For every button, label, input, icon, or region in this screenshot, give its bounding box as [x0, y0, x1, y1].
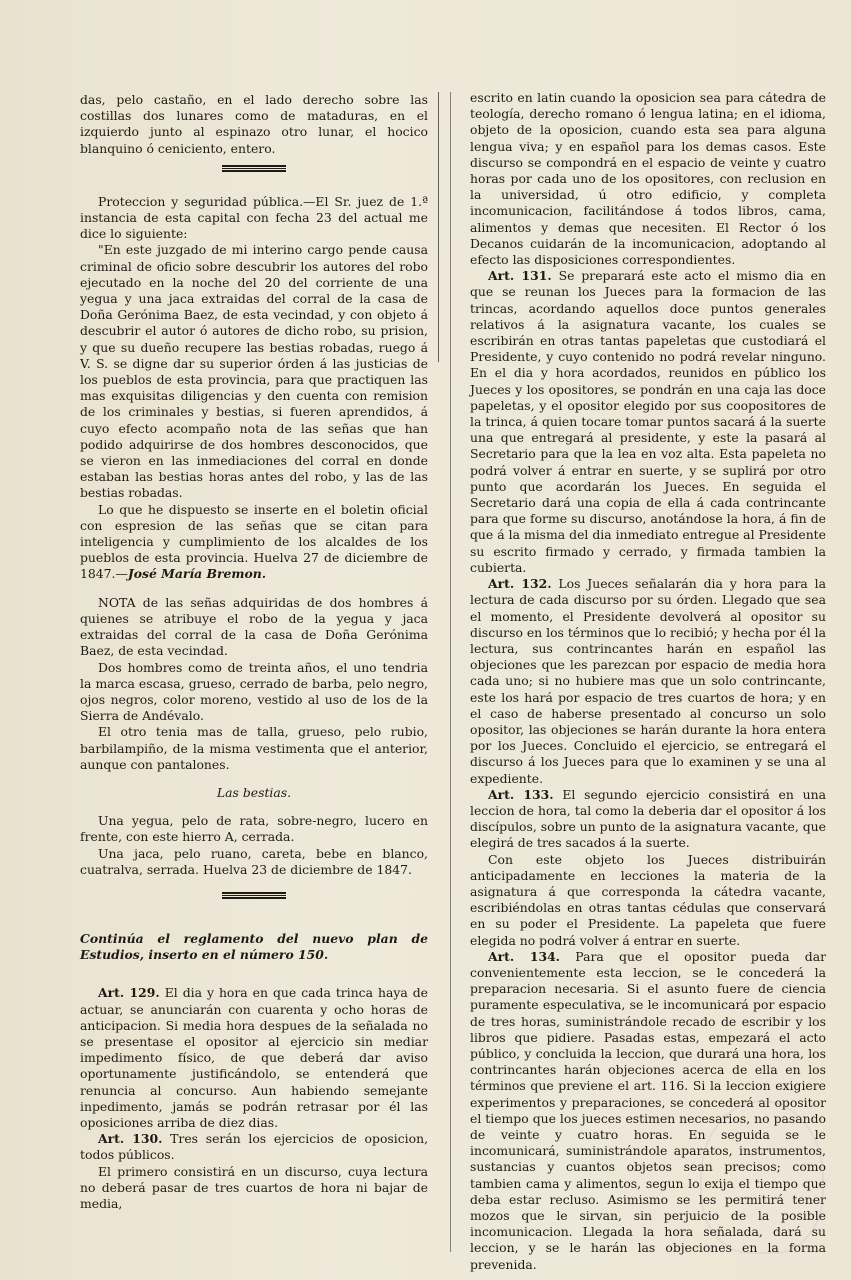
article-number: Art. 129.	[98, 985, 160, 1001]
jaca-paragraph: Una jaca, pelo ruano, careta, bebe en blanco, cuatralva, serrada. Huelva 23 de diciembre de 1847.	[80, 845, 428, 877]
bestias-heading: Las bestias.	[216, 784, 292, 800]
column-rule-center	[450, 92, 451, 1252]
article-text: Los Jueces señalarán dia y hora para la lectura de cada discurso por su órden. Llegado que sea el momento, el Presidente devolverá al opositor su discurso en los términos que lo recibió; y hecha por él la lectura, sus contrincantes harán en español las objeciones que les parezcan por espacio de media hora cada uno; si no hubiere mas que un solo contrincante, este los hará por espacio de tres cuartos de hora; y en el caso de haberse presentado al concurso un solo opositor, las objeciones se harán durante la hora entera por los Jueces. Concluido el ejercicio, se entregará el discurso á los Jueces para que lo examinen y se una al expediente.	[470, 576, 827, 786]
article-132	[470, 576, 826, 787]
section-lead-rest: —El Sr. juez de 1.ª instancia de esta capital con fecha 23 del actual me dice lo siguiente:	[80, 193, 428, 242]
article-text: El dia y hora en que cada trinca haya de actuar, se anunciarán con cuarenta y ocho horas de anticipacion. Si media hora despues de la señalada no se presentase el opositor al ejercicio sin mediar impedimento físico, de que deberá dar aviso oportunamente justificándolo, se entenderá que renuncia al concurso. Aun habiendo semejante inpedimento, jamás se podrán retrasar por él las oposiciones arriba de diez dias.	[80, 985, 428, 1130]
primero-paragraph: El primero consistirá en un discurso, cuya lectura no deberá pasar de tres cuartos de hora ni bajar de media,	[80, 1163, 428, 1211]
article-number: Art. 133.	[488, 786, 554, 802]
dispuesto-paragraph	[80, 502, 428, 583]
article-text: El segundo ejercicio consistirá en una leccion de hora, tal como la deberia dar el opositor á los discípulos, sobre un punto de la asignatura vacante, que elegirá de tres sacados á la suerte.	[470, 786, 827, 851]
article-number: Art. 132.	[488, 576, 552, 592]
article-133	[470, 787, 826, 852]
article-text: Se preparará este acto el mismo dia en que se reunan los Jueces para la formacion de las trincas, acordando aquellos doce puntos generales relativos á la asignatura vacante, los cuales se escribirán en otras tantas papeletas que custodiará el Presidente, y cuyo contenido no podrá revelar ninguno. En el dia y hora acordados, reunidos en público los Jueces y los opositores, se pondrán en una caja las doce papeletas, y el opositor elegido por sus coopositores de la trinca, á quien tocare tomar puntos sacará á la suerte una que entregará al presidente, y este la pasará al Secretario para que la lea en voz alta. Esta papeleta no podrá volver á entrar en suerte, y se suplirá por otro punto que acordarán los Jueces. En seguida el Secretario dará una copia de ella á cada contrincante para que forme su discurso, anotándose la hora, á fin de que á la misma del dia inmediato entregue al Presidente su escrito firmado y cerrado, y firmada tambien la cubierta.	[470, 268, 826, 575]
otro-paragraph: El otro tenia mas de talla, grueso, pelo rubio, barbilampiño, de la misma vestimenta que el anterior, aunque con pantalones.	[80, 724, 428, 772]
section-divider	[222, 165, 286, 172]
article-number: Art. 134.	[488, 948, 561, 964]
yegua-paragraph: Una yegua, pelo de rata, sobre-negro, lucero en frente, con este hierro A, cerrada.	[80, 813, 428, 845]
left-column	[80, 92, 428, 1212]
article-text: Tres serán los ejercicios de oposicion, todos públicos.	[80, 1131, 429, 1163]
hombres-paragraph: Dos hombres como de treinta años, el uno tendria la marca escasa, grueso, cerrado de barba, pelo negro, ojos negros, color moreno, vestido al uso de los de la Sierra de Andévalo.	[80, 659, 428, 724]
reglamento-heading: Continúa el reglamento del nuevo plan de Estudios, inserto en el número 150.	[80, 930, 428, 963]
article-number: Art. 131.	[488, 268, 552, 284]
library-watermark-seal	[700, 1100, 824, 1254]
nota-paragraph: NOTA de las señas adquiridas de dos hombres á quienes se atribuye el robo de la yegua y jaca extraidas del corral de la casa de Doña Gerónima Baez, de esta vecindad.	[80, 594, 428, 659]
dispuesto-text: Lo que he dispuesto se inserte en el boletin oficial con espresion de las señas que se citan para inteligencia y cumplimiento de los alcaldes de los pueblos de esta provincia. Huelva 27 de diciembre de 1847.—	[80, 501, 428, 582]
paragraph-continuation: das, pelo castaño, en el lado derecho sobre las costillas dos lunares como de mataduras, en el izquierdo junto al espinazo otro lunar, el hocico blanquino ó ceniciento, entero.	[80, 92, 428, 156]
paragraph-continuation: escrito en latin cuando la oposicion sea para cátedra de teología, derecho romano ó lengua latina; en el idioma, objeto de la oposicion, cuando esta sea para alguna lengua viva; y en español para los demas casos. Este discurso se compondrá en el espacio de veinte y cuatro horas por cada uno de los opositores, con reclusion en la universidad, ú otro edificio, y completa incomunicacion, facilitándose á todos libros, cama, alimentos y demas que necesiten. El Rector ó los Decanos cuidarán de la incomunicacion, adoptando al efecto las disposiciones correspondientes.	[470, 90, 826, 268]
right-column	[470, 90, 826, 1273]
section-divider	[222, 892, 286, 899]
juzgado-paragraph: "En este juzgado de mi interino cargo pende causa criminal de oficio sobre descubrir los autores del robo ejecutado en la noche del 20 del corriente de una yegua y una jaca extraidas del corral de la casa de Doña Gerónima Baez, de esta vecindad, y con objeto á descubrir el autor ó autores de dicho robo, su prision, y que su dueño recupere las bestias robadas, ruego á V. S. se digne dar su superior órden á las justicias de los pueblos de esta provincia, para que practiquen las mas exquisitas diligencias y den cuenta con remision de los criminales y bestias, si fueren aprendidos, á cuyo efecto acompaño nota de las señas que han podido adquirirse de dos hombres desconocidos, que se vieron en las inmediaciones del corral en donde estaban las bestias horas antes del robo, y las de las bestias robadas.	[80, 242, 428, 501]
section-lead: Proteccion y seguridad pública.	[98, 193, 304, 209]
column-rule-left	[438, 92, 439, 362]
article-text: Para que el opositor pueda dar convenientemente esta leccion, se le concederá la preparacion necesaria. Si el asunto fuere de ciencia puramente especulativa, se le incomunicará por espacio de tres horas, suministrándole recado de escribir y los libros que pidiere. Pasadas estas, empezará el acto público, y concluida la leccion, que durará una hora, los contrincantes harán objeciones acerca de ella en los términos que previene el art. 116. Si la leccion exigiere experimentos y preparaciones, se concederá al opositor el tiempo que los jueces estimen necesarios, no pasando de veinte y cuatro horas. En seguida se le incomunicará, suministrándole aparatos, instrumentos, sustancias y cuantos objetos sean precisos; como tambien cama y alimentos, segun lo exija el tiempo que deba estar recluso. Asimismo se les permitirá tener mozos que le sirvan, sin perjuicio de la posible incomunicacion. Llegada la hora señalada, dará su leccion, y se le harán las objeciones en la forma prevenida.	[470, 948, 826, 1272]
article-number: Art. 130.	[98, 1131, 163, 1147]
article-129	[80, 985, 428, 1131]
objeto-paragraph: Con este objeto los Jueces distribuirán anticipadamente en lecciones la materia de la asignatura á que corresponda la cátedra vacante, escribiéndolas en otras tantas cédulas que conservará en su poder el Presidente. La papeleta que fuere elegida no podrá volver á entrar en suerte.	[470, 851, 826, 948]
article-131	[470, 268, 826, 576]
signature: José María Bremon.	[127, 566, 267, 582]
proteccion-paragraph	[80, 194, 428, 243]
article-130	[80, 1131, 428, 1163]
